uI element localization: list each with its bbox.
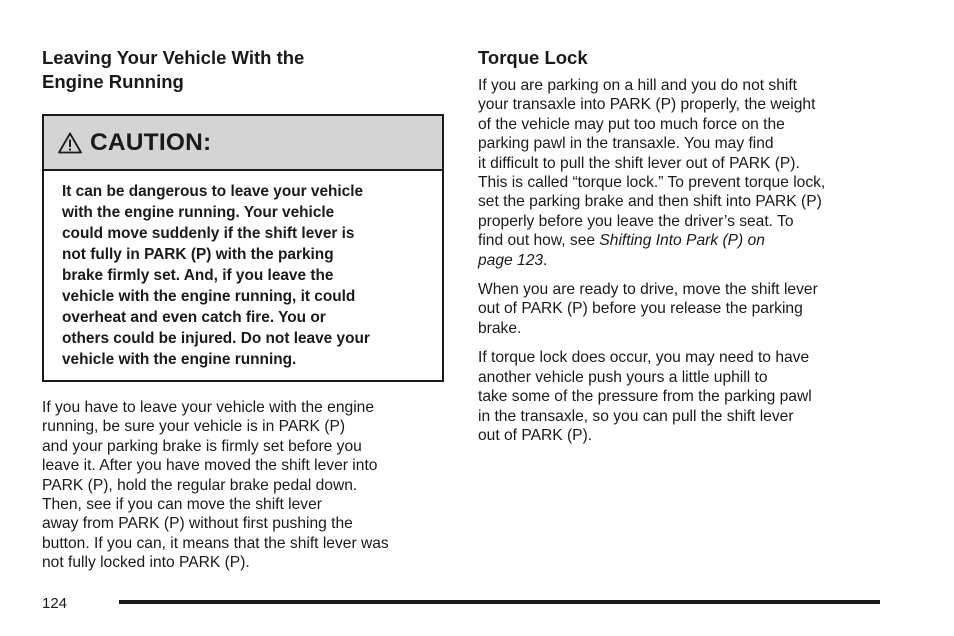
text-line: button. If you can, it means that the shift lever was (42, 534, 389, 552)
caution-line: not fully in PARK (P) with the parking (62, 246, 334, 263)
warning-triangle-icon (58, 132, 82, 154)
text-line: out of PARK (P). (478, 426, 593, 444)
caution-line: It can be dangerous to leave your vehicle (62, 183, 364, 200)
caution-line: vehicle with the engine running, it could (62, 288, 356, 305)
heading-line: Leaving Your Vehicle With the (42, 47, 305, 68)
text-line: If you are parking on a hill and you do not shift (478, 77, 798, 94)
text-line: PARK (P), hold the regular brake pedal down. (42, 476, 358, 494)
text-line: take some of the pressure from the parking pawl (478, 388, 812, 406)
caution-line: overheat and even catch fire. You or (62, 309, 326, 326)
text-line: leave it. After you have moved the shift lever into (42, 457, 378, 475)
caution-title: CAUTION: (90, 128, 212, 156)
text-line: out of PARK (P) before you release the parking (478, 300, 803, 318)
heading-line: Engine Running (42, 71, 184, 92)
caution-line: others could be injured. Do not leave your (62, 330, 370, 347)
cross-reference-link[interactable]: Shifting Into Park (P) on (599, 232, 765, 250)
paragraph-torque-lock-1 (478, 76, 886, 270)
text-line: of the vehicle may put too much force on the (478, 115, 785, 133)
page-number: 124 (42, 595, 68, 612)
caution-line: brake firmly set. And, if you leave the (62, 267, 334, 284)
footer-rule (119, 600, 880, 604)
text-line: When you are ready to drive, move the shift lever (478, 281, 818, 299)
section-heading-torque-lock: Torque Lock (478, 47, 588, 68)
text-line: in the transaxle, so you can pull the shift lever (478, 407, 794, 425)
text-line: another vehicle push yours a little uphill to (478, 368, 768, 386)
text-line: If torque lock does occur, you may need to have (478, 349, 810, 367)
text-line: Then, see if you can move the shift lever (42, 496, 322, 514)
caution-line: with the engine running. Your vehicle (62, 204, 335, 221)
text-line: parking pawl in the transaxle. You may find (478, 135, 774, 153)
text-line: brake. (478, 319, 522, 337)
caution-body (44, 171, 442, 380)
caution-line: vehicle with the engine running. (62, 351, 297, 368)
paragraph-torque-lock-2 (478, 280, 886, 338)
right-column (478, 46, 886, 455)
left-column (42, 46, 446, 583)
section-heading-leaving-vehicle (42, 46, 446, 94)
text-line: away from PARK (P) without first pushing the (42, 515, 353, 533)
paragraph-leaving-vehicle (42, 398, 446, 573)
text-line: your transaxle into PARK (P) properly, the weight (478, 96, 816, 114)
text-line: not fully locked into PARK (P). (42, 554, 250, 572)
text-line: If you have to leave your vehicle with the engine (42, 399, 375, 416)
paragraph-torque-lock-3 (478, 348, 886, 445)
caution-box (42, 114, 444, 382)
caution-header (44, 116, 442, 171)
page-footer (42, 594, 882, 614)
text-line: find out how, see (478, 232, 600, 250)
text-line: running, be sure your vehicle is in PARK (P) (42, 418, 346, 436)
text-line: properly before you leave the driver’s seat. To (478, 212, 794, 230)
cross-reference-page[interactable]: page 123 (478, 251, 544, 269)
text-line: it difficult to pull the shift lever out of PARK (P). (478, 154, 800, 172)
text-line: . (543, 251, 548, 269)
text-line: and your parking brake is firmly set before you (42, 437, 362, 455)
caution-line: could move suddenly if the shift lever is (62, 225, 355, 242)
text-line: This is called “torque lock.” To prevent torque lock, (478, 174, 826, 192)
text-line: set the parking brake and then shift into PARK (P) (478, 193, 822, 211)
